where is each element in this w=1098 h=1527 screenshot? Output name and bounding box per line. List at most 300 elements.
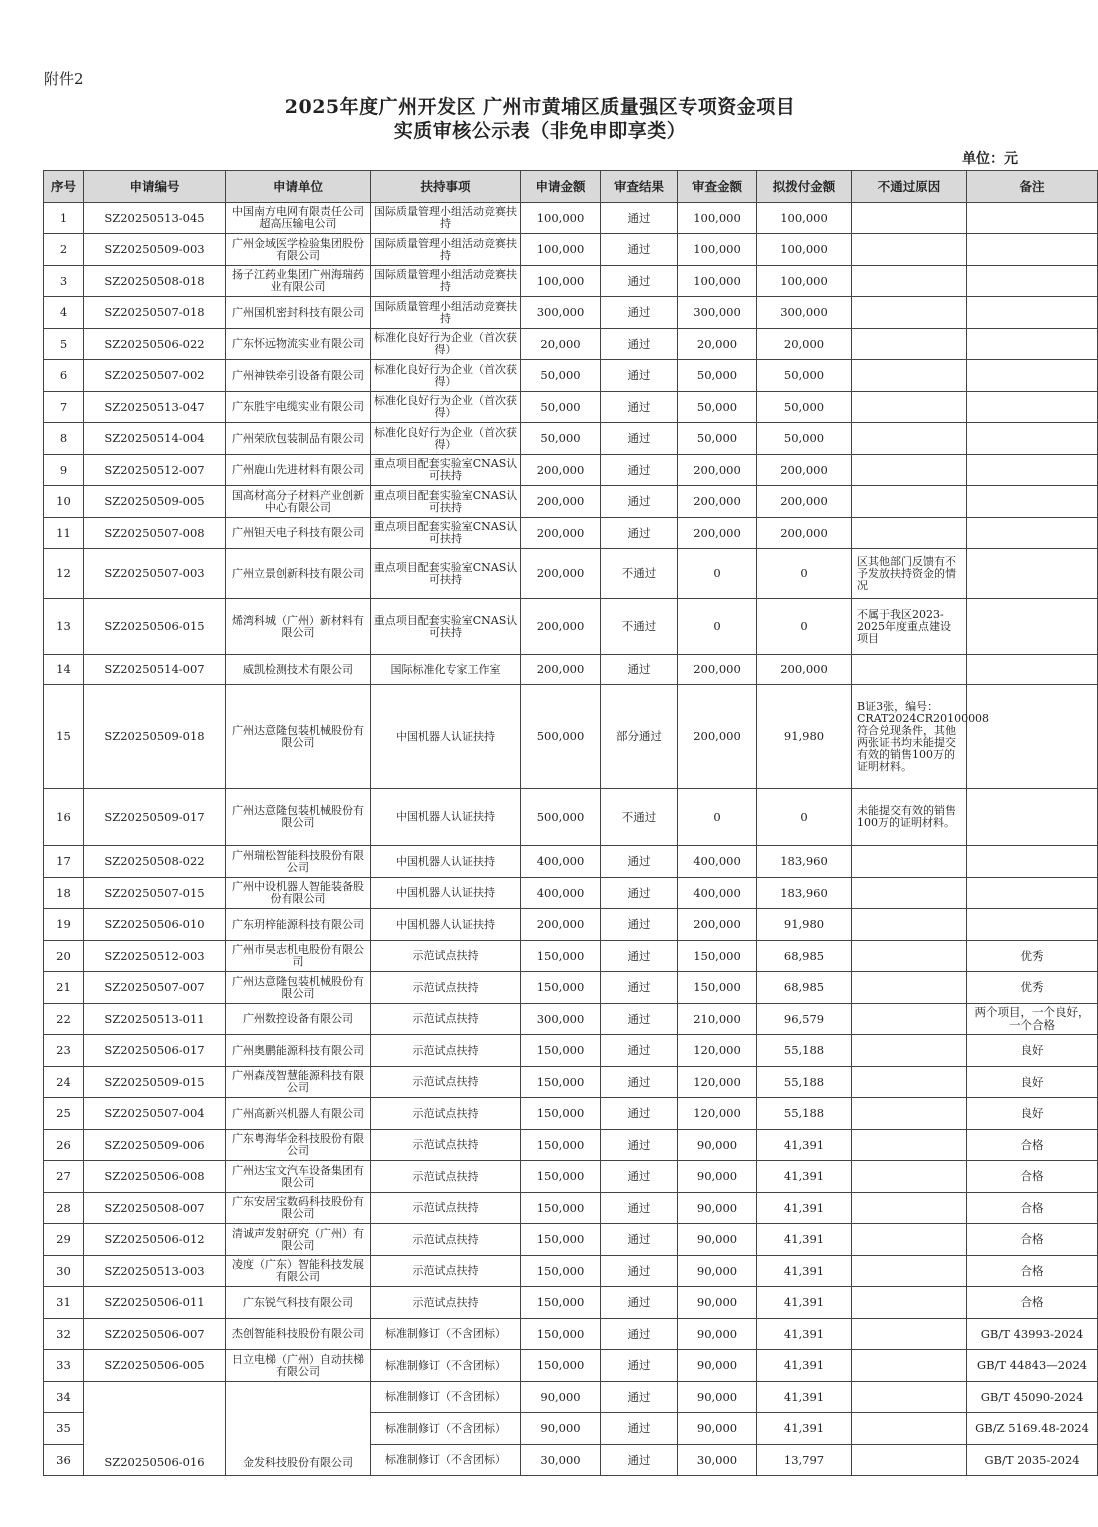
cell-review-amount: 90,000 [678, 1256, 757, 1287]
cell-no: 18 [44, 878, 84, 909]
table-row [44, 1130, 1098, 1161]
cell-item: 标准化良好行为企业（首次获得） [371, 423, 521, 455]
cell-code: SZ20250509-005 [84, 486, 226, 518]
cell-unit: 烯湾科城（广州）新材料有限公司 [226, 599, 371, 655]
table-row [44, 789, 1098, 846]
cell-result: 通过 [601, 297, 678, 329]
cell-result: 通过 [601, 1445, 678, 1476]
cell-note [967, 423, 1098, 455]
cell-result: 不通过 [601, 549, 678, 599]
cell-code: SZ20250506-005 [84, 1350, 226, 1382]
table-row [44, 941, 1098, 972]
cell-pay-amount: 41,391 [757, 1319, 852, 1350]
cell-code: SZ20250513-003 [84, 1256, 226, 1287]
header-reason: 不通过原因 [852, 171, 967, 203]
cell-note [967, 685, 1098, 789]
cell-review-amount: 30,000 [678, 1445, 757, 1476]
cell-pay-amount: 68,985 [757, 972, 852, 1004]
cell-result: 通过 [601, 941, 678, 972]
table-row [44, 1067, 1098, 1098]
cell-review-amount: 90,000 [678, 1224, 757, 1256]
cell-apply-amount: 150,000 [521, 1130, 601, 1161]
cell-pay-amount: 13,797 [757, 1445, 852, 1476]
cell-reason [852, 1382, 967, 1413]
cell-result: 通过 [601, 972, 678, 1004]
header-review-amount: 审查金额 [678, 171, 757, 203]
cell-reason: B证3张，编号：CRAT2024CR20100008符合兑现条件，其他两张证书均未能提交有效的销售100万的证明材料。 [852, 685, 967, 789]
cell-no: 34 [44, 1382, 84, 1413]
cell-note [967, 549, 1098, 599]
cell-pay-amount: 0 [757, 599, 852, 655]
cell-result: 通过 [601, 1161, 678, 1193]
cell-review-amount: 90,000 [678, 1382, 757, 1413]
cell-review-amount: 400,000 [678, 878, 757, 909]
cell-apply-amount: 150,000 [521, 1193, 601, 1224]
cell-code: SZ20250509-018 [84, 685, 226, 789]
cell-reason [852, 297, 967, 329]
cell-item: 重点项目配套实验室CNAS认可扶持 [371, 455, 521, 486]
cell-item: 中国机器人认证扶持 [371, 789, 521, 846]
cell-note: GB/T 45090-2024 [967, 1382, 1098, 1413]
cell-no: 17 [44, 846, 84, 878]
cell-apply-amount: 200,000 [521, 655, 601, 685]
cell-item: 标准化良好行为企业（首次获得） [371, 392, 521, 423]
cell-item: 示范试点扶持 [371, 1130, 521, 1161]
header-pay-amount: 拟拨付金额 [757, 171, 852, 203]
cell-apply-amount: 200,000 [521, 455, 601, 486]
cell-result: 通过 [601, 655, 678, 685]
cell-unit: 广州立景创新科技有限公司 [226, 549, 371, 599]
cell-pay-amount: 91,980 [757, 685, 852, 789]
cell-no: 8 [44, 423, 84, 455]
cell-item: 示范试点扶持 [371, 1193, 521, 1224]
cell-note: 合格 [967, 1256, 1098, 1287]
cell-pay-amount: 183,960 [757, 878, 852, 909]
cell-unit: 凌度（广东）智能科技发展有限公司 [226, 1256, 371, 1287]
cell-result: 通过 [601, 1382, 678, 1413]
cell-result: 通过 [601, 1130, 678, 1161]
cell-review-amount: 90,000 [678, 1193, 757, 1224]
cell-reason [852, 878, 967, 909]
table-row [44, 203, 1098, 234]
cell-reason [852, 518, 967, 549]
cell-no: 15 [44, 685, 84, 789]
cell-review-amount: 90,000 [678, 1130, 757, 1161]
cell-code: SZ20250507-007 [84, 972, 226, 1004]
cell-reason [852, 392, 967, 423]
cell-review-amount: 100,000 [678, 266, 757, 297]
cell-apply-amount: 150,000 [521, 1067, 601, 1098]
cell-pay-amount: 300,000 [757, 297, 852, 329]
table-header-row [44, 171, 1098, 203]
cell-reason [852, 234, 967, 266]
table-row [44, 1350, 1098, 1382]
cell-unit: 广州达意隆包装机械股份有限公司 [226, 685, 371, 789]
cell-result: 通过 [601, 1256, 678, 1287]
cell-pay-amount: 0 [757, 549, 852, 599]
cell-code: SZ20250506-015 [84, 599, 226, 655]
page-subtitle: 实质审核公示表（非免申即享类） [393, 120, 687, 142]
cell-unit: 日立电梯（广州）自动扶梯有限公司 [226, 1350, 371, 1382]
cell-note: GB/T 43993-2024 [967, 1319, 1098, 1350]
cell-no: 25 [44, 1098, 84, 1130]
cell-review-amount: 400,000 [678, 846, 757, 878]
table-row [44, 234, 1098, 266]
cell-result: 通过 [601, 878, 678, 909]
header-item: 扶持事项 [371, 171, 521, 203]
cell-item: 重点项目配套实验室CNAS认可扶持 [371, 549, 521, 599]
cell-pay-amount: 41,391 [757, 1256, 852, 1287]
cell-note: GB/Z 5169.48-2024 [967, 1413, 1098, 1445]
cell-review-amount: 90,000 [678, 1413, 757, 1445]
cell-item: 中国机器人认证扶持 [371, 909, 521, 941]
cell-pay-amount: 41,391 [757, 1382, 852, 1413]
table-row [44, 297, 1098, 329]
cell-pay-amount: 41,391 [757, 1161, 852, 1193]
cell-reason [852, 941, 967, 972]
cell-apply-amount: 200,000 [521, 599, 601, 655]
cell-review-amount: 120,000 [678, 1067, 757, 1098]
cell-reason [852, 1067, 967, 1098]
page-title: 2025年度广州开发区 广州市黄埔区质量强区专项资金项目 [284, 96, 796, 118]
cell-item: 标准制修订（不含团标） [371, 1350, 521, 1382]
cell-apply-amount: 500,000 [521, 789, 601, 846]
cell-reason [852, 1287, 967, 1319]
cell-unit: 威凯检测技术有限公司 [226, 655, 371, 685]
cell-apply-amount: 200,000 [521, 486, 601, 518]
cell-no: 1 [44, 203, 84, 234]
cell-result: 不通过 [601, 599, 678, 655]
cell-no: 35 [44, 1413, 84, 1445]
cell-unit: 杰创智能科技股份有限公司 [226, 1319, 371, 1350]
table-row [44, 655, 1098, 685]
cell-result: 通过 [601, 1413, 678, 1445]
cell-result: 通过 [601, 392, 678, 423]
cell-result: 通过 [601, 1067, 678, 1098]
cell-review-amount: 200,000 [678, 518, 757, 549]
cell-pay-amount: 183,960 [757, 846, 852, 878]
cell-apply-amount: 200,000 [521, 518, 601, 549]
cell-pay-amount: 200,000 [757, 455, 852, 486]
cell-item: 示范试点扶持 [371, 972, 521, 1004]
table-row [44, 486, 1098, 518]
review-table [43, 170, 1098, 1476]
cell-review-amount: 100,000 [678, 234, 757, 266]
cell-reason: 未能提交有效的销售100万的证明材料。 [852, 789, 967, 846]
cell-note [967, 234, 1098, 266]
cell-item: 重点项目配套实验室CNAS认可扶持 [371, 486, 521, 518]
cell-code: SZ20250506-010 [84, 909, 226, 941]
table-row [44, 1035, 1098, 1067]
cell-pay-amount: 50,000 [757, 423, 852, 455]
cell-result: 通过 [601, 1098, 678, 1130]
cell-note [967, 329, 1098, 360]
cell-code: SZ20250512-007 [84, 455, 226, 486]
header-note: 备注 [967, 171, 1098, 203]
cell-note [967, 360, 1098, 392]
table-row [44, 878, 1098, 909]
cell-pay-amount: 200,000 [757, 655, 852, 685]
cell-pay-amount: 55,188 [757, 1035, 852, 1067]
cell-note [967, 655, 1098, 685]
cell-item: 中国机器人认证扶持 [371, 878, 521, 909]
cell-review-amount: 120,000 [678, 1035, 757, 1067]
cell-no: 2 [44, 234, 84, 266]
cell-code: SZ20250509-015 [84, 1067, 226, 1098]
cell-result: 通过 [601, 360, 678, 392]
cell-note: 合格 [967, 1161, 1098, 1193]
cell-code: SZ20250507-008 [84, 518, 226, 549]
cell-no: 26 [44, 1130, 84, 1161]
cell-pay-amount: 100,000 [757, 234, 852, 266]
cell-reason [852, 1193, 967, 1224]
cell-pay-amount: 96,579 [757, 1004, 852, 1035]
cell-unit: 广州市昊志机电股份有限公司 [226, 941, 371, 972]
cell-code: SZ20250508-022 [84, 846, 226, 878]
table-row [44, 518, 1098, 549]
cell-pay-amount: 41,391 [757, 1193, 852, 1224]
cell-no: 9 [44, 455, 84, 486]
cell-code: SZ20250506-017 [84, 1035, 226, 1067]
cell-note [967, 878, 1098, 909]
cell-pay-amount: 100,000 [757, 203, 852, 234]
header-apply-amount: 申请金额 [521, 171, 601, 203]
table-row [44, 1287, 1098, 1319]
cell-code: SZ20250506-011 [84, 1287, 226, 1319]
cell-result: 通过 [601, 1287, 678, 1319]
table-row [44, 549, 1098, 599]
cell-no: 11 [44, 518, 84, 549]
cell-item: 示范试点扶持 [371, 1098, 521, 1130]
cell-pay-amount: 41,391 [757, 1350, 852, 1382]
cell-review-amount: 200,000 [678, 455, 757, 486]
cell-code: SZ20250509-003 [84, 234, 226, 266]
cell-review-amount: 0 [678, 599, 757, 655]
cell-item: 示范试点扶持 [371, 1256, 521, 1287]
header-code: 申请编号 [84, 171, 226, 203]
cell-no: 19 [44, 909, 84, 941]
cell-code: SZ20250513-011 [84, 1004, 226, 1035]
cell-unit: 清诚声发射研究（广州）有限公司 [226, 1224, 371, 1256]
cell-item: 国际质量管理小组活动竞赛扶持 [371, 266, 521, 297]
cell-review-amount: 50,000 [678, 423, 757, 455]
cell-result: 通过 [601, 1035, 678, 1067]
cell-no: 22 [44, 1004, 84, 1035]
cell-unit: 广东粤海华金科技股份有限公司 [226, 1130, 371, 1161]
cell-apply-amount: 150,000 [521, 1035, 601, 1067]
cell-code: SZ20250506-012 [84, 1224, 226, 1256]
cell-apply-amount: 150,000 [521, 1098, 601, 1130]
cell-note: 良好 [967, 1098, 1098, 1130]
cell-result: 通过 [601, 329, 678, 360]
cell-code: SZ20250506-007 [84, 1319, 226, 1350]
cell-unit: 扬子江药业集团广州海瑞药业有限公司 [226, 266, 371, 297]
table-row [44, 972, 1098, 1004]
cell-reason [852, 1256, 967, 1287]
cell-note [967, 297, 1098, 329]
cell-pay-amount: 20,000 [757, 329, 852, 360]
cell-note [967, 909, 1098, 941]
cell-no: 12 [44, 549, 84, 599]
cell-no: 16 [44, 789, 84, 846]
cell-apply-amount: 300,000 [521, 297, 601, 329]
cell-code: SZ20250506-008 [84, 1161, 226, 1193]
cell-reason [852, 1350, 967, 1382]
cell-result: 通过 [601, 455, 678, 486]
cell-item: 示范试点扶持 [371, 1287, 521, 1319]
cell-item: 示范试点扶持 [371, 1161, 521, 1193]
cell-code: SZ20250506-022 [84, 329, 226, 360]
cell-no: 6 [44, 360, 84, 392]
cell-pay-amount: 200,000 [757, 486, 852, 518]
cell-note [967, 486, 1098, 518]
cell-unit: 广州奥鹏能源科技有限公司 [226, 1035, 371, 1067]
cell-item: 示范试点扶持 [371, 1224, 521, 1256]
cell-result: 通过 [601, 486, 678, 518]
cell-unit: 广东安居宝数码科技股份有限公司 [226, 1193, 371, 1224]
cell-unit: 广东怀远物流实业有限公司 [226, 329, 371, 360]
cell-unit: 广州神铁牵引设备有限公司 [226, 360, 371, 392]
cell-result: 通过 [601, 1224, 678, 1256]
cell-apply-amount: 90,000 [521, 1382, 601, 1413]
cell-item: 标准制修订（不含团标） [371, 1382, 521, 1413]
table-row [44, 1193, 1098, 1224]
cell-apply-amount: 150,000 [521, 972, 601, 1004]
cell-review-amount: 90,000 [678, 1319, 757, 1350]
cell-note: 优秀 [967, 972, 1098, 1004]
table-row [44, 329, 1098, 360]
table-row [44, 1382, 1098, 1413]
cell-code: SZ20250507-004 [84, 1098, 226, 1130]
cell-no: 10 [44, 486, 84, 518]
cell-review-amount: 100,000 [678, 203, 757, 234]
cell-apply-amount: 90,000 [521, 1413, 601, 1445]
cell-result: 通过 [601, 1350, 678, 1382]
cell-review-amount: 200,000 [678, 685, 757, 789]
table-row [44, 392, 1098, 423]
cell-review-amount: 20,000 [678, 329, 757, 360]
cell-apply-amount: 150,000 [521, 1319, 601, 1350]
cell-apply-amount: 500,000 [521, 685, 601, 789]
cell-no: 29 [44, 1224, 84, 1256]
cell-reason [852, 1130, 967, 1161]
cell-apply-amount: 150,000 [521, 1224, 601, 1256]
cell-pay-amount: 0 [757, 789, 852, 846]
cell-code: SZ20250514-007 [84, 655, 226, 685]
cell-reason [852, 329, 967, 360]
cell-no: 24 [44, 1067, 84, 1098]
cell-apply-amount: 100,000 [521, 203, 601, 234]
cell-reason [852, 1445, 967, 1476]
cell-reason [852, 1161, 967, 1193]
table-row [44, 1319, 1098, 1350]
cell-note: 合格 [967, 1224, 1098, 1256]
cell-review-amount: 90,000 [678, 1287, 757, 1319]
cell-note: GB/T 2035-2024 [967, 1445, 1098, 1476]
cell-reason [852, 203, 967, 234]
cell-unit: 广州达意隆包装机械股份有限公司 [226, 972, 371, 1004]
cell-note: 合格 [967, 1130, 1098, 1161]
cell-apply-amount: 100,000 [521, 234, 601, 266]
cell-note: 两个项目，一个良好，一个合格 [967, 1004, 1098, 1035]
cell-item: 国际质量管理小组活动竞赛扶持 [371, 203, 521, 234]
cell-no: 31 [44, 1287, 84, 1319]
cell-pay-amount: 91,980 [757, 909, 852, 941]
cell-code: SZ20250507-015 [84, 878, 226, 909]
cell-code: SZ20250513-045 [84, 203, 226, 234]
cell-review-amount: 0 [678, 549, 757, 599]
cell-pay-amount: 41,391 [757, 1224, 852, 1256]
cell-review-amount: 0 [678, 789, 757, 846]
cell-no: 20 [44, 941, 84, 972]
cell-no: 23 [44, 1035, 84, 1067]
cell-reason [852, 1004, 967, 1035]
cell-item: 标准化良好行为企业（首次获得） [371, 329, 521, 360]
cell-item: 标准制修订（不含团标） [371, 1319, 521, 1350]
cell-pay-amount: 50,000 [757, 392, 852, 423]
cell-result: 通过 [601, 518, 678, 549]
cell-unit: 广州钽天电子科技有限公司 [226, 518, 371, 549]
cell-apply-amount: 200,000 [521, 909, 601, 941]
cell-no: 30 [44, 1256, 84, 1287]
cell-review-amount: 150,000 [678, 941, 757, 972]
table-row [44, 266, 1098, 297]
cell-reason [852, 455, 967, 486]
cell-item: 示范试点扶持 [371, 1004, 521, 1035]
attachment-label: 附件2 [44, 70, 84, 88]
table-row [44, 423, 1098, 455]
cell-reason [852, 909, 967, 941]
cell-item: 示范试点扶持 [371, 1035, 521, 1067]
cell-unit: 广州金域医学检验集团股份有限公司 [226, 234, 371, 266]
table-row [44, 1098, 1098, 1130]
cell-code: SZ20250507-003 [84, 549, 226, 599]
cell-reason [852, 266, 967, 297]
cell-code: SZ20250506-016 [84, 1382, 226, 1476]
cell-apply-amount: 200,000 [521, 549, 601, 599]
cell-reason [852, 655, 967, 685]
cell-apply-amount: 150,000 [521, 1350, 601, 1382]
cell-reason [852, 1035, 967, 1067]
cell-reason [852, 1098, 967, 1130]
cell-reason [852, 1224, 967, 1256]
cell-note [967, 518, 1098, 549]
cell-apply-amount: 300,000 [521, 1004, 601, 1035]
cell-no: 21 [44, 972, 84, 1004]
cell-item: 中国机器人认证扶持 [371, 685, 521, 789]
table-row [44, 685, 1098, 789]
cell-code: SZ20250508-018 [84, 266, 226, 297]
cell-result: 通过 [601, 266, 678, 297]
cell-pay-amount: 100,000 [757, 266, 852, 297]
cell-pay-amount: 41,391 [757, 1130, 852, 1161]
cell-pay-amount: 55,188 [757, 1098, 852, 1130]
cell-reason [852, 1319, 967, 1350]
cell-note: 优秀 [967, 941, 1098, 972]
cell-note: GB/T 44843—2024 [967, 1350, 1098, 1382]
cell-result: 部分通过 [601, 685, 678, 789]
cell-pay-amount: 41,391 [757, 1287, 852, 1319]
cell-apply-amount: 150,000 [521, 1161, 601, 1193]
table-row [44, 846, 1098, 878]
table-row [44, 1224, 1098, 1256]
cell-no: 4 [44, 297, 84, 329]
cell-note: 合格 [967, 1193, 1098, 1224]
cell-apply-amount: 150,000 [521, 1287, 601, 1319]
cell-unit: 广东锐气科技有限公司 [226, 1287, 371, 1319]
cell-no: 7 [44, 392, 84, 423]
header-result: 审查结果 [601, 171, 678, 203]
